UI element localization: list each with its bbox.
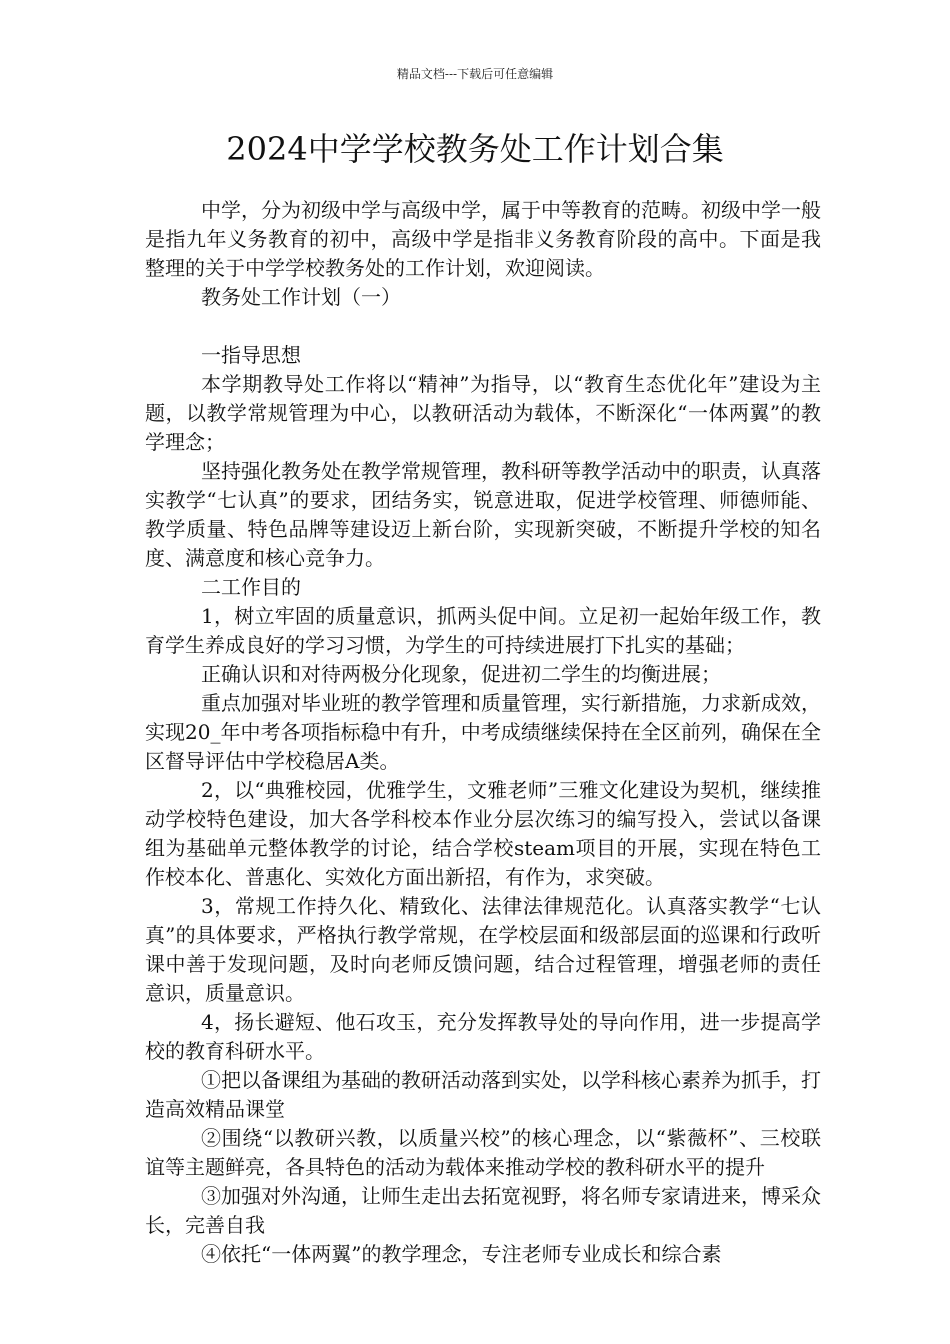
document-body <box>145 196 821 1269</box>
list-item: ①把以备课组为基础的教研活动落到实处，以学科核心素养为抓手，打造高效精品课堂 <box>145 1068 821 1121</box>
paragraph: 正确认识和对待两极分化现象，促进初二学生的均衡进展； <box>201 662 721 686</box>
blank-line <box>145 312 821 341</box>
paragraph: 3，常规工作持久化、精致化、法律法律规范化。认真落实教学“七认真”的具体要求，严格执行教学常规，在学校层面和级部层面的巡课和行政听课中善于发现问题，及时向老师反馈问题，结合过程管理，增强老师的责任意识，质量意识。 <box>145 894 821 1005</box>
list-item: ②围绕“以教研兴教，以质量兴校”的核心理念，以“紫薇杯”、三校联谊等主题鲜亮，各具特色的活动为载体来推动学校的教科研水平的提升 <box>145 1126 821 1179</box>
paragraph: 4，扬长避短、他石攻玉，充分发挥教导处的导向作用，进一步提高学校的教育科研水平。 <box>145 1010 821 1063</box>
paragraph: 2，以“典雅校园，优雅学生，文雅老师”三雅文化建设为契机，继续推动学校特色建设，加大各学科校本作业分层次练习的编写投入，尝试以备课组为基础单元整体教学的讨论，结合学校steam项目的开展，实现在特色工作校本化、普惠化、实效化方面出新招，有作为，求突破。 <box>145 778 821 889</box>
intro-paragraph: 中学，分为初级中学与高级中学，属于中等教育的范畴。初级中学一般是指九年义务教育的初中，高级中学是指非义务教育阶段的高中。下面是我整理的关于中学学校教务处的工作计划，欢迎阅读。 <box>145 198 821 280</box>
paragraph: 坚持强化教务处在教学常规管理，教科研等教学活动中的职责，认真落实教学“七认真”的要求，团结务实，锐意进取，促进学校管理、师德师能、教学质量、特色品牌等建设迈上新台阶，实现新突破，不断提升学校的知名度、满意度和核心竞争力。 <box>145 459 821 570</box>
list-item: ③加强对外沟通，让师生走出去拓宽视野，将名师专家请进来，博采众长，完善自我 <box>145 1184 821 1237</box>
header-note: 精品文档---下载后可任意编辑 <box>396 67 554 81</box>
section-heading-plan-1: 教务处工作计划（一） <box>201 285 401 309</box>
paragraph: 本学期教导处工作将以“精神”为指导，以“教育生态优化年”建设为主题，以教学常规管理为中心，以教研活动为载体，不断深化“一体两翼”的教学理念； <box>145 372 821 454</box>
list-item: ④依托“一体两翼”的教学理念，专注老师专业成长和综合素 <box>201 1242 722 1266</box>
paragraph: 重点加强对毕业班的教学管理和质量管理，实行新措施，力求新成效，实现20_年中考各项指标稳中有升，中考成绩继续保持在全区前列，确保在全区督导评估中学校稳居A类。 <box>145 691 821 773</box>
paragraph: 1，树立牢固的质量意识，抓两头促中间。立足初一起始年级工作，教育学生养成良好的学习习惯，为学生的可持续进展打下扎实的基础； <box>145 604 821 657</box>
page-title: 2024中学学校教务处工作计划合集 <box>226 130 724 168</box>
section-heading-guiding-thought: 一指导思想 <box>201 343 301 367</box>
section-heading-work-goals: 二工作目的 <box>201 575 301 599</box>
